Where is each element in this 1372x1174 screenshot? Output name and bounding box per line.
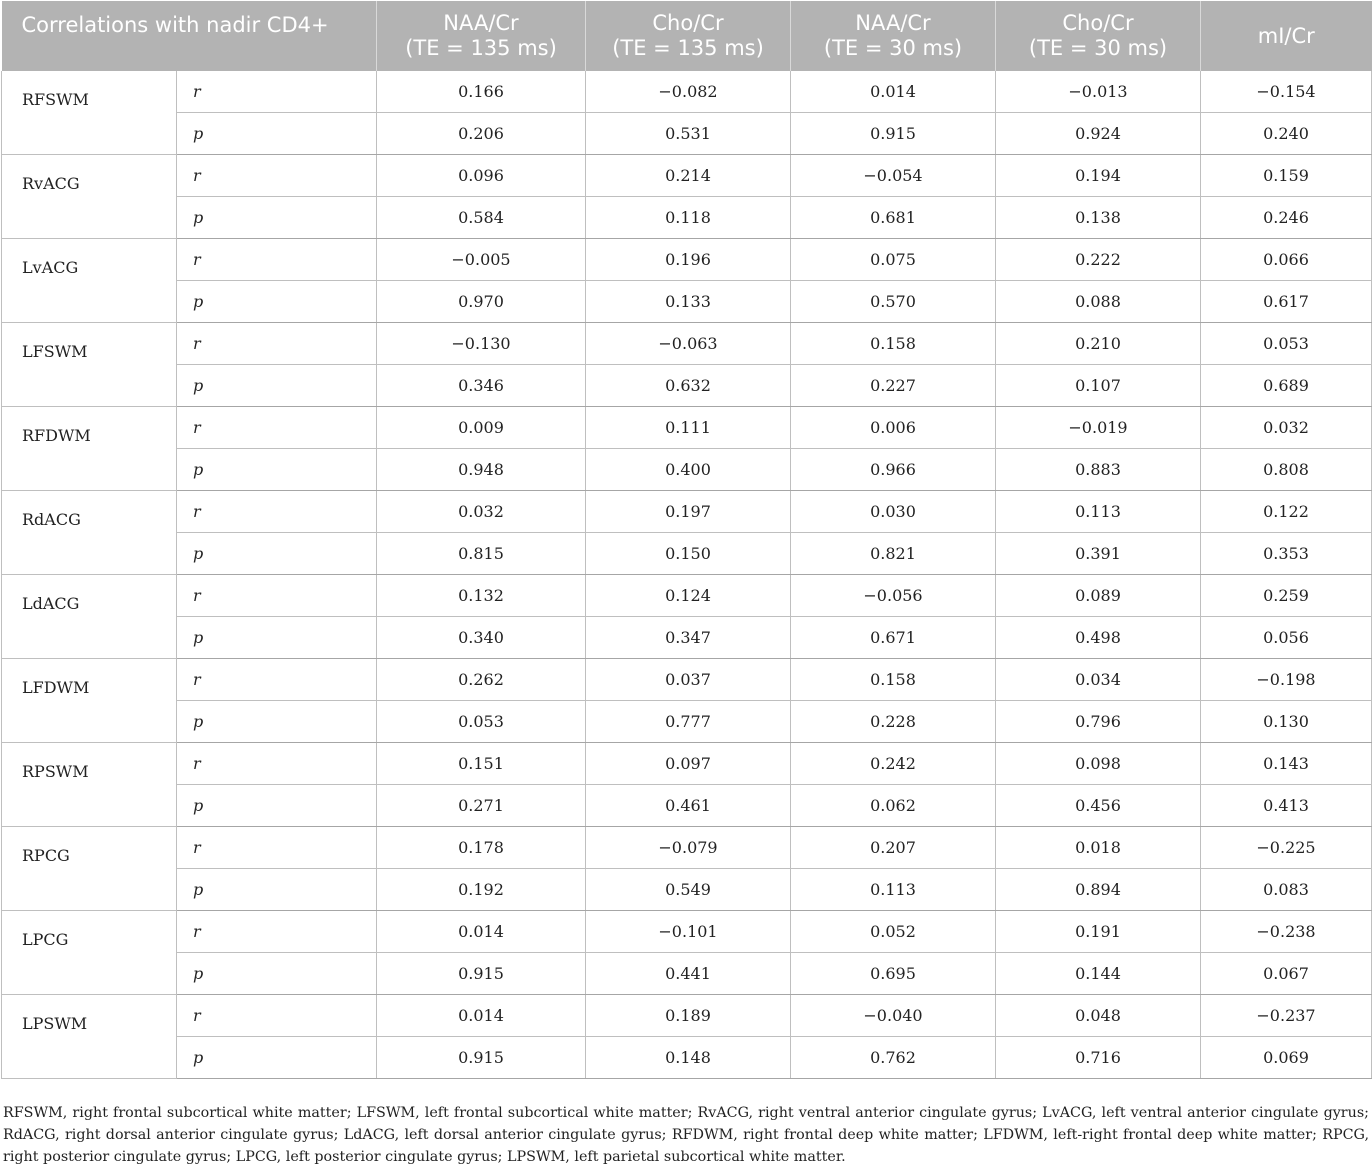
p-value-cell: 0.138 bbox=[996, 197, 1201, 239]
p-value-cell: 0.400 bbox=[586, 449, 791, 491]
p-value-cell: 0.228 bbox=[791, 701, 996, 743]
r-value-cell: 0.158 bbox=[791, 323, 996, 365]
p-label: p bbox=[177, 449, 377, 491]
p-value-cell: 0.671 bbox=[791, 617, 996, 659]
header-cho-cr-135: Cho/Cr (TE = 135 ms) bbox=[586, 1, 791, 71]
p-value-cell: 0.347 bbox=[586, 617, 791, 659]
p-value-cell: 0.617 bbox=[1201, 281, 1372, 323]
region-label: LvACG bbox=[2, 239, 177, 323]
r-label: r bbox=[177, 491, 377, 533]
r-value-cell: 0.191 bbox=[996, 911, 1201, 953]
r-value-cell: −0.154 bbox=[1201, 71, 1372, 113]
r-value-cell: 0.075 bbox=[791, 239, 996, 281]
table-row-r bbox=[2, 659, 1372, 701]
r-value-cell: 0.096 bbox=[377, 155, 586, 197]
table-row-p bbox=[2, 1037, 1372, 1079]
p-value-cell: 0.271 bbox=[377, 785, 586, 827]
r-value-cell: −0.238 bbox=[1201, 911, 1372, 953]
r-value-cell: −0.225 bbox=[1201, 827, 1372, 869]
r-value-cell: 0.259 bbox=[1201, 575, 1372, 617]
p-label: p bbox=[177, 617, 377, 659]
r-value-cell: 0.132 bbox=[377, 575, 586, 617]
r-label: r bbox=[177, 743, 377, 785]
r-value-cell: 0.014 bbox=[377, 995, 586, 1037]
r-value-cell: 0.097 bbox=[586, 743, 791, 785]
r-label: r bbox=[177, 575, 377, 617]
r-value-cell: −0.056 bbox=[791, 575, 996, 617]
p-value-cell: 0.948 bbox=[377, 449, 586, 491]
p-label: p bbox=[177, 785, 377, 827]
r-value-cell: 0.111 bbox=[586, 407, 791, 449]
p-value-cell: 0.130 bbox=[1201, 701, 1372, 743]
r-value-cell: 0.089 bbox=[996, 575, 1201, 617]
p-value-cell: 0.584 bbox=[377, 197, 586, 239]
p-value-cell: 0.107 bbox=[996, 365, 1201, 407]
r-value-cell: 0.032 bbox=[377, 491, 586, 533]
p-value-cell: 0.915 bbox=[377, 953, 586, 995]
r-value-cell: 0.207 bbox=[791, 827, 996, 869]
p-value-cell: 0.815 bbox=[377, 533, 586, 575]
p-label: p bbox=[177, 701, 377, 743]
p-value-cell: 0.391 bbox=[996, 533, 1201, 575]
r-value-cell: 0.014 bbox=[377, 911, 586, 953]
region-label: RFSWM bbox=[2, 71, 177, 155]
r-value-cell: −0.082 bbox=[586, 71, 791, 113]
p-label: p bbox=[177, 197, 377, 239]
r-value-cell: 0.113 bbox=[996, 491, 1201, 533]
p-value-cell: 0.206 bbox=[377, 113, 586, 155]
p-value-cell: 0.695 bbox=[791, 953, 996, 995]
p-value-cell: 0.148 bbox=[586, 1037, 791, 1079]
p-label: p bbox=[177, 533, 377, 575]
r-value-cell: 0.053 bbox=[1201, 323, 1372, 365]
p-label: p bbox=[177, 1037, 377, 1079]
region-label: RvACG bbox=[2, 155, 177, 239]
p-value-cell: 0.118 bbox=[586, 197, 791, 239]
r-value-cell: 0.166 bbox=[377, 71, 586, 113]
p-value-cell: 0.053 bbox=[377, 701, 586, 743]
p-value-cell: 0.681 bbox=[791, 197, 996, 239]
region-label: RdACG bbox=[2, 491, 177, 575]
r-value-cell: 0.014 bbox=[791, 71, 996, 113]
p-value-cell: 0.716 bbox=[996, 1037, 1201, 1079]
r-value-cell: 0.158 bbox=[791, 659, 996, 701]
region-label: LFSWM bbox=[2, 323, 177, 407]
table-row-p bbox=[2, 533, 1372, 575]
table-row-r bbox=[2, 155, 1372, 197]
region-label: RPCG bbox=[2, 827, 177, 911]
header-row bbox=[2, 1, 1372, 71]
p-value-cell: 0.456 bbox=[996, 785, 1201, 827]
r-value-cell: 0.009 bbox=[377, 407, 586, 449]
r-value-cell: 0.210 bbox=[996, 323, 1201, 365]
region-label: RFDWM bbox=[2, 407, 177, 491]
p-value-cell: 0.894 bbox=[996, 869, 1201, 911]
p-value-cell: 0.088 bbox=[996, 281, 1201, 323]
r-label: r bbox=[177, 995, 377, 1037]
p-value-cell: 0.924 bbox=[996, 113, 1201, 155]
r-label: r bbox=[177, 659, 377, 701]
r-value-cell: 0.048 bbox=[996, 995, 1201, 1037]
r-value-cell: 0.196 bbox=[586, 239, 791, 281]
p-value-cell: 0.970 bbox=[377, 281, 586, 323]
r-value-cell: 0.122 bbox=[1201, 491, 1372, 533]
table-footnote: RFSWM, right frontal subcortical white matter; LFSWM, left frontal subcortical white matter; RvACG, right ventral anterior cingulate gyrus; LvACG, left ventral anterior cingulate gyrus; RdACG, right dorsal anterior cingulate gyrus; LdACG, left dorsal anterior cingulate gyrus; RFDWM, right frontal deep white matter; LFDWM, left-right frontal deep white matter; RPCG, right posterior cingulate gyrus; LPCG, left posterior cingulate gyrus; LPSWM, left parietal subcortical white matter. bbox=[3, 1105, 1369, 1165]
r-value-cell: −0.063 bbox=[586, 323, 791, 365]
p-value-cell: 0.113 bbox=[791, 869, 996, 911]
r-value-cell: 0.143 bbox=[1201, 743, 1372, 785]
r-value-cell: −0.237 bbox=[1201, 995, 1372, 1037]
r-value-cell: 0.194 bbox=[996, 155, 1201, 197]
r-value-cell: 0.018 bbox=[996, 827, 1201, 869]
r-label: r bbox=[177, 911, 377, 953]
p-value-cell: 0.915 bbox=[791, 113, 996, 155]
r-value-cell: 0.052 bbox=[791, 911, 996, 953]
r-value-cell: −0.130 bbox=[377, 323, 586, 365]
r-label: r bbox=[177, 407, 377, 449]
table-body bbox=[2, 71, 1372, 1079]
table-row-p bbox=[2, 113, 1372, 155]
table-row-r bbox=[2, 71, 1372, 113]
p-value-cell: 0.883 bbox=[996, 449, 1201, 491]
r-value-cell: 0.006 bbox=[791, 407, 996, 449]
p-value-cell: 0.227 bbox=[791, 365, 996, 407]
table-row-r bbox=[2, 911, 1372, 953]
r-value-cell: −0.005 bbox=[377, 239, 586, 281]
r-value-cell: 0.189 bbox=[586, 995, 791, 1037]
p-value-cell: 0.133 bbox=[586, 281, 791, 323]
table-row-r bbox=[2, 827, 1372, 869]
p-value-cell: 0.808 bbox=[1201, 449, 1372, 491]
p-value-cell: 0.915 bbox=[377, 1037, 586, 1079]
p-label: p bbox=[177, 113, 377, 155]
r-value-cell: −0.040 bbox=[791, 995, 996, 1037]
region-label: LPSWM bbox=[2, 995, 177, 1079]
p-value-cell: 0.570 bbox=[791, 281, 996, 323]
table-row-p bbox=[2, 281, 1372, 323]
p-value-cell: 0.632 bbox=[586, 365, 791, 407]
p-value-cell: 0.240 bbox=[1201, 113, 1372, 155]
r-value-cell: −0.019 bbox=[996, 407, 1201, 449]
r-value-cell: 0.178 bbox=[377, 827, 586, 869]
table-row-p bbox=[2, 197, 1372, 239]
r-value-cell: 0.151 bbox=[377, 743, 586, 785]
p-label: p bbox=[177, 365, 377, 407]
p-value-cell: 0.150 bbox=[586, 533, 791, 575]
table-row-r bbox=[2, 239, 1372, 281]
region-label: RPSWM bbox=[2, 743, 177, 827]
r-label: r bbox=[177, 827, 377, 869]
table-row-r bbox=[2, 407, 1372, 449]
p-value-cell: 0.353 bbox=[1201, 533, 1372, 575]
table-row-r bbox=[2, 323, 1372, 365]
r-value-cell: −0.013 bbox=[996, 71, 1201, 113]
table-row-p bbox=[2, 449, 1372, 491]
p-value-cell: 0.056 bbox=[1201, 617, 1372, 659]
p-value-cell: 0.067 bbox=[1201, 953, 1372, 995]
r-value-cell: −0.054 bbox=[791, 155, 996, 197]
r-value-cell: 0.197 bbox=[586, 491, 791, 533]
header-naa-cr-30: NAA/Cr (TE = 30 ms) bbox=[791, 1, 996, 71]
p-label: p bbox=[177, 953, 377, 995]
r-value-cell: 0.214 bbox=[586, 155, 791, 197]
table-row-p bbox=[2, 701, 1372, 743]
p-value-cell: 0.777 bbox=[586, 701, 791, 743]
table-row-p bbox=[2, 953, 1372, 995]
p-value-cell: 0.340 bbox=[377, 617, 586, 659]
p-value-cell: 0.246 bbox=[1201, 197, 1372, 239]
r-value-cell: 0.262 bbox=[377, 659, 586, 701]
r-value-cell: 0.030 bbox=[791, 491, 996, 533]
p-value-cell: 0.821 bbox=[791, 533, 996, 575]
r-value-cell: 0.098 bbox=[996, 743, 1201, 785]
p-label: p bbox=[177, 281, 377, 323]
p-value-cell: 0.549 bbox=[586, 869, 791, 911]
p-value-cell: 0.461 bbox=[586, 785, 791, 827]
table-row-p bbox=[2, 785, 1372, 827]
table-row-p bbox=[2, 365, 1372, 407]
p-value-cell: 0.413 bbox=[1201, 785, 1372, 827]
table-row-r bbox=[2, 743, 1372, 785]
region-label: LdACG bbox=[2, 575, 177, 659]
r-value-cell: −0.079 bbox=[586, 827, 791, 869]
header-correlations: Correlations with nadir CD4+ bbox=[2, 1, 377, 71]
p-value-cell: 0.144 bbox=[996, 953, 1201, 995]
r-value-cell: 0.242 bbox=[791, 743, 996, 785]
p-value-cell: 0.062 bbox=[791, 785, 996, 827]
r-value-cell: 0.034 bbox=[996, 659, 1201, 701]
p-label: p bbox=[177, 869, 377, 911]
header-cho-cr-30: Cho/Cr (TE = 30 ms) bbox=[996, 1, 1201, 71]
r-label: r bbox=[177, 71, 377, 113]
header-naa-cr-135: NAA/Cr (TE = 135 ms) bbox=[377, 1, 586, 71]
r-value-cell: −0.198 bbox=[1201, 659, 1372, 701]
p-value-cell: 0.498 bbox=[996, 617, 1201, 659]
p-value-cell: 0.069 bbox=[1201, 1037, 1372, 1079]
table-row-r bbox=[2, 995, 1372, 1037]
r-value-cell: −0.101 bbox=[586, 911, 791, 953]
table-row-r bbox=[2, 491, 1372, 533]
p-value-cell: 0.531 bbox=[586, 113, 791, 155]
r-label: r bbox=[177, 239, 377, 281]
r-label: r bbox=[177, 323, 377, 365]
p-value-cell: 0.083 bbox=[1201, 869, 1372, 911]
p-value-cell: 0.346 bbox=[377, 365, 586, 407]
p-value-cell: 0.192 bbox=[377, 869, 586, 911]
p-value-cell: 0.796 bbox=[996, 701, 1201, 743]
p-value-cell: 0.762 bbox=[791, 1037, 996, 1079]
table-row-r bbox=[2, 575, 1372, 617]
p-value-cell: 0.966 bbox=[791, 449, 996, 491]
p-value-cell: 0.441 bbox=[586, 953, 791, 995]
p-value-cell: 0.689 bbox=[1201, 365, 1372, 407]
region-label: LPCG bbox=[2, 911, 177, 995]
r-value-cell: 0.124 bbox=[586, 575, 791, 617]
region-label: LFDWM bbox=[2, 659, 177, 743]
r-value-cell: 0.159 bbox=[1201, 155, 1372, 197]
table-row-p bbox=[2, 869, 1372, 911]
r-value-cell: 0.222 bbox=[996, 239, 1201, 281]
r-value-cell: 0.037 bbox=[586, 659, 791, 701]
correlation-table bbox=[1, 1, 1372, 1079]
table-row-p bbox=[2, 617, 1372, 659]
r-value-cell: 0.066 bbox=[1201, 239, 1372, 281]
r-label: r bbox=[177, 155, 377, 197]
r-value-cell: 0.032 bbox=[1201, 407, 1372, 449]
header-mi-cr: mI/Cr bbox=[1201, 1, 1372, 71]
